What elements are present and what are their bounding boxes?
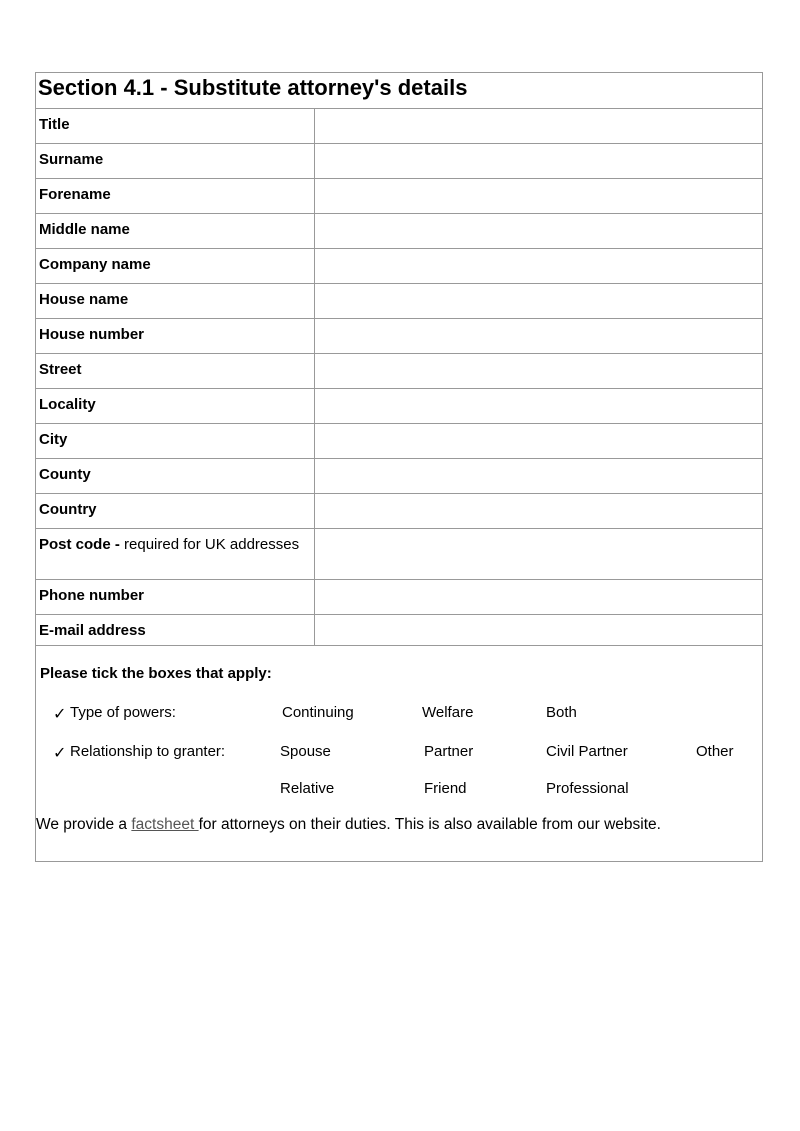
title-field[interactable] — [315, 109, 762, 143]
powers-label: Type of powers: — [70, 704, 176, 721]
street-field[interactable] — [315, 354, 762, 388]
field-row-surname — [36, 144, 762, 179]
option-relative[interactable]: Relative — [280, 780, 335, 797]
field-row-locality — [36, 389, 762, 424]
option-friend[interactable]: Friend — [424, 780, 467, 797]
field-label: City — [36, 424, 315, 458]
post-code-note: required for UK addresses — [119, 536, 300, 553]
house-name-field[interactable] — [315, 284, 762, 318]
field-label: Street — [36, 354, 315, 388]
field-label: Middle name — [36, 214, 315, 248]
relationship-label: Relationship to granter: — [70, 743, 226, 760]
field-label: Forename — [36, 179, 315, 213]
field-row-house-number — [36, 319, 762, 354]
field-row-forename — [36, 179, 762, 214]
field-row-middle-name — [36, 214, 762, 249]
locality-field[interactable] — [315, 389, 762, 423]
factsheet-prefix: We provide a — [36, 816, 132, 833]
option-welfare[interactable]: Welfare — [422, 704, 474, 721]
option-professional[interactable]: Professional — [546, 780, 629, 797]
option-both[interactable]: Both — [546, 704, 577, 721]
field-label: Surname — [36, 144, 315, 178]
option-spouse[interactable]: Spouse — [280, 743, 331, 760]
county-field[interactable] — [315, 459, 762, 493]
factsheet-link[interactable]: factsheet — [131, 816, 199, 833]
middle-name-field[interactable] — [315, 214, 762, 248]
relationship-row: ✓ Relationship to granter: Spouse Partner Civil Partner Other — [53, 743, 734, 762]
field-row-title — [36, 109, 762, 144]
field-label: Company name — [36, 249, 315, 283]
option-civil-partner[interactable]: Civil Partner — [546, 743, 628, 760]
field-label: Post code - required for UK addresses — [36, 529, 315, 579]
email-address-field[interactable] — [315, 615, 762, 645]
post-code-field[interactable] — [315, 529, 762, 579]
company-name-field[interactable] — [315, 249, 762, 283]
tick-heading: Please tick the boxes that apply: — [40, 665, 272, 682]
field-row-city — [36, 424, 762, 459]
forename-field[interactable] — [315, 179, 762, 213]
relationship-row-2 — [36, 780, 762, 800]
field-row-phone-number — [36, 580, 762, 615]
field-row-country — [36, 494, 762, 529]
field-row-company-name — [36, 249, 762, 284]
field-label: County — [36, 459, 315, 493]
field-label: Locality — [36, 389, 315, 423]
phone-number-field[interactable] — [315, 580, 762, 614]
country-field[interactable] — [315, 494, 762, 528]
field-label: House number — [36, 319, 315, 353]
field-row-county — [36, 459, 762, 494]
field-label: E-mail address — [36, 615, 315, 645]
field-label: House name — [36, 284, 315, 318]
section-title: Section 4.1 - Substitute attorney's details — [36, 73, 762, 109]
field-label: Country — [36, 494, 315, 528]
factsheet-suffix: for attorneys on their duties. This is also available from our website. — [198, 816, 661, 833]
surname-field[interactable] — [315, 144, 762, 178]
option-other[interactable]: Other — [696, 743, 734, 760]
factsheet-note — [36, 816, 661, 834]
field-label: Title — [36, 109, 315, 143]
field-row-email-address — [36, 615, 762, 646]
field-row-post-code — [36, 529, 762, 580]
house-number-field[interactable] — [315, 319, 762, 353]
option-continuing[interactable]: Continuing — [282, 704, 354, 721]
field-row-house-name — [36, 284, 762, 319]
city-field[interactable] — [315, 424, 762, 458]
substitute-attorney-form — [35, 72, 763, 862]
field-row-street — [36, 354, 762, 389]
powers-row: ✓ Type of powers: Continuing Welfare Both — [53, 704, 577, 723]
option-partner[interactable]: Partner — [424, 743, 474, 760]
field-label: Phone number — [36, 580, 315, 614]
